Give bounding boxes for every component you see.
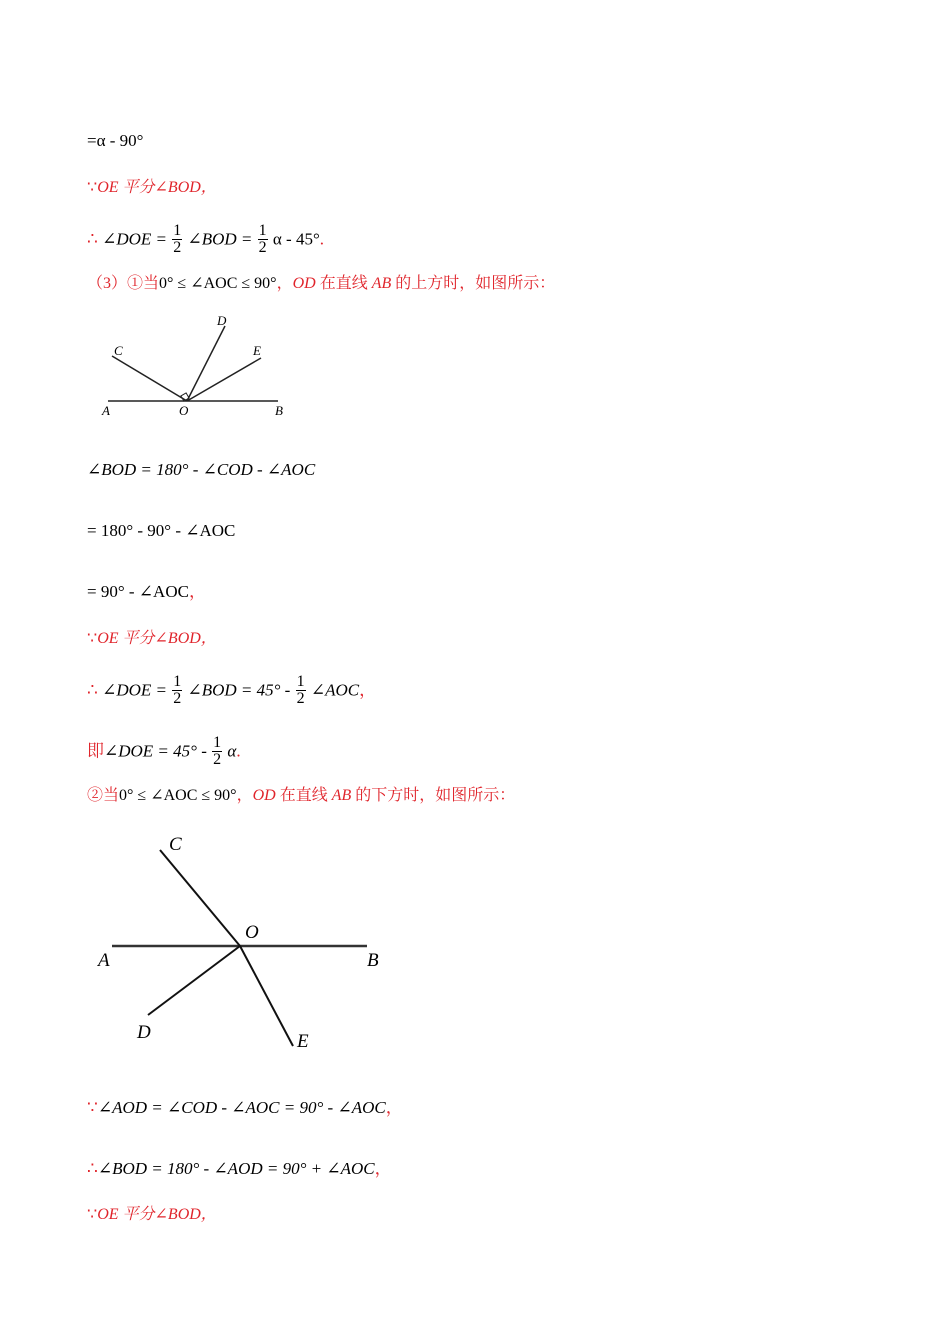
label-a: A [98,950,110,971]
equation-text: = 180° - 90° - ∠AOC [87,521,236,540]
fraction-denominator: 2 [258,239,267,256]
reason-line [87,1205,217,1225]
equation-text: = 90° - ∠AOC [87,582,189,601]
fraction-numerator: 1 [258,222,267,239]
because-symbol: ∵ [87,1098,98,1117]
equation-text: ∠AOD = ∠COD - ∠AOC = 90° - ∠AOC [97,1098,386,1117]
label-o: O [179,403,189,418]
equation-line [87,460,315,480]
expr-part: α [227,741,237,761]
line-ab: AB [331,787,352,804]
label-e: E [297,1031,309,1052]
conclusion-line [87,736,241,769]
expr-part: ∠BOD = 45° - [187,680,291,700]
fraction-denominator: 2 [296,690,305,707]
because-symbol: ∵ [87,1206,98,1223]
equation-line [87,131,143,151]
fraction [172,674,182,707]
geometry-figure-1 [95,308,305,423]
label-b: B [275,403,283,418]
equation-text: ∠BOD = 180° - ∠COD - ∠AOC [87,460,316,479]
conclusion-line [87,675,376,708]
fraction [172,223,182,256]
conclusion-line [87,1159,392,1179]
comma: ， [359,680,377,700]
expr-part: ∠DOE = [102,680,167,700]
expr-part: ∠DOE = 45° - [104,741,207,761]
period: . [236,741,241,761]
geometry-figure-2 [95,828,395,1058]
ray-od: OD [292,275,316,292]
case-lead: （3）①当 [87,275,160,292]
equation-line [87,521,235,541]
because-symbol: ∵ [87,630,98,647]
fraction-denominator: 2 [213,751,222,768]
fraction [296,674,306,707]
label-c: C [114,343,123,358]
equation-text: =α - 90° [87,131,144,150]
ray-od: OD [252,787,276,804]
label-d: D [137,1022,151,1043]
comma: ， [188,582,206,601]
reason-text: OE 平分∠BOD， [97,630,217,647]
reason-text: OE 平分∠BOD， [97,179,217,196]
fraction-numerator: 1 [296,673,305,690]
reason-line [87,629,217,649]
case-condition: 0° ≤ ∠AOC ≤ 90° [119,787,237,804]
fraction [258,223,268,256]
therefore-symbol: ∴ [87,229,98,249]
comma: ， [374,1159,392,1178]
equation-line [87,582,206,602]
period: . [319,229,325,249]
case-heading [87,786,515,806]
comma: ， [385,1098,403,1117]
fraction-numerator: 1 [213,734,222,751]
equation-text: ∠BOD = 180° - ∠AOD = 90° + ∠AOC [97,1159,375,1178]
therefore-symbol: ∴ [87,680,98,700]
expr-part: ∠BOD = [187,229,253,249]
expr-part: ∠AOC [310,680,360,700]
expr-part: α - 45° [272,229,320,249]
case-heading [87,274,555,294]
fraction-numerator: 1 [173,673,182,690]
label-d: D [217,313,227,328]
reason-text: OE 平分∠BOD， [97,1206,217,1223]
comma: ， [236,787,253,804]
case-text: 在直线 [279,787,328,804]
case-text: 的上方时，如图所示： [395,275,556,292]
namely-prefix: 即 [87,741,104,761]
because-symbol: ∵ [87,179,98,196]
fraction-denominator: 2 [173,690,182,707]
fraction [212,735,222,768]
case-condition: 0° ≤ ∠AOC ≤ 90° [159,275,277,292]
line-ab: AB [371,275,392,292]
reason-line [87,178,217,198]
fraction-numerator: 1 [173,222,182,239]
case-text: 在直线 [319,275,368,292]
label-a: A [102,403,110,418]
label-e: E [253,343,261,358]
label-c: C [169,834,182,855]
therefore-symbol: ∴ [87,1159,98,1178]
fraction-denominator: 2 [173,239,182,256]
expr-part: ∠DOE = [102,229,167,249]
reason-line [87,1098,403,1118]
comma: ， [276,275,293,292]
conclusion-line [87,224,324,257]
label-b: B [367,950,379,971]
case-text: 的下方时，如图所示： [355,787,516,804]
label-o: O [245,922,259,943]
case-lead: ②当 [87,787,120,804]
